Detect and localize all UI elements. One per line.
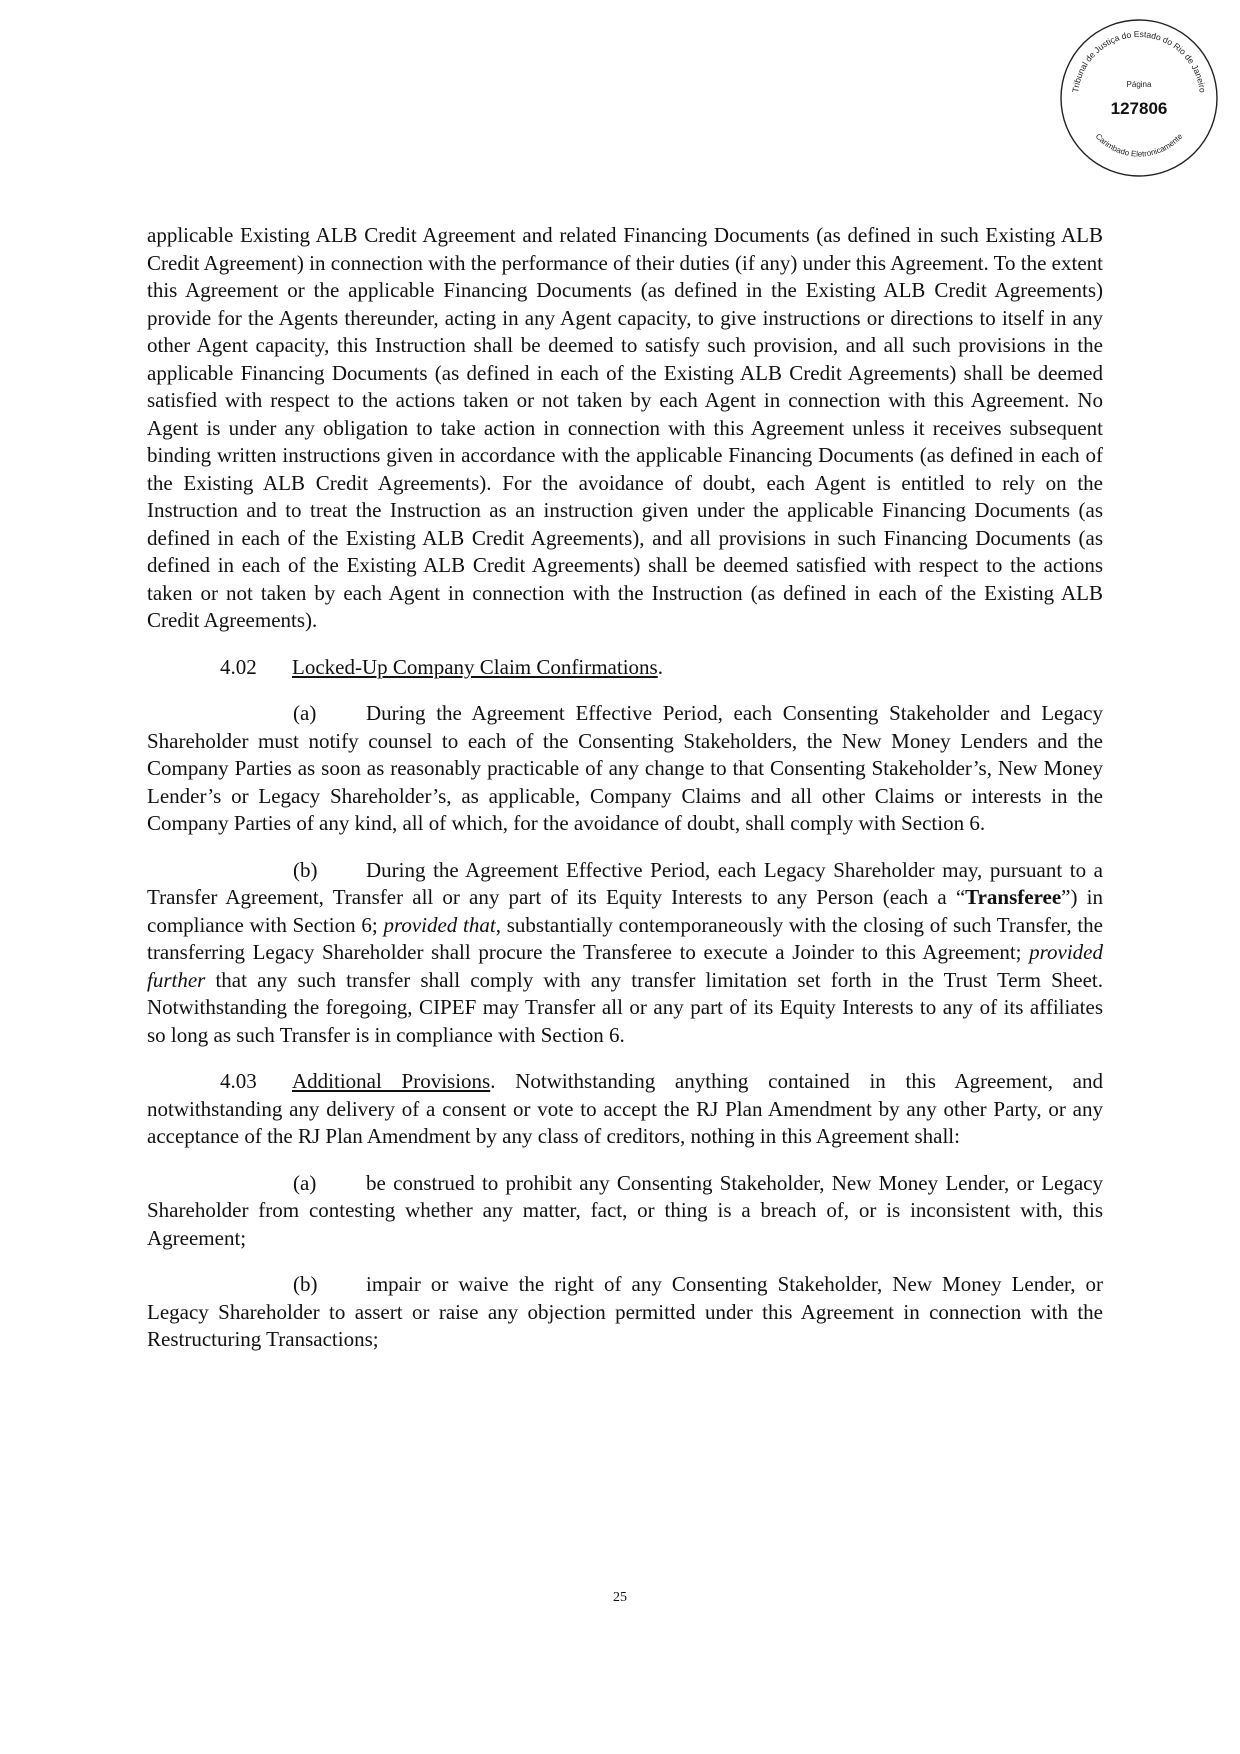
stamp-number: 127806 [1110,99,1168,118]
clause-number: (a) [293,701,317,725]
clause-number: (b) [293,1272,318,1296]
clause-4-03-b [147,1271,1103,1354]
section-text: . Notwithstanding anything contained in this Agreement, and notwithstanding any delivery of a consent or vote to accept the RJ Plan Amendment by any other Party, or any acceptance of the RJ Plan Amendment by any class of creditors, nothing in this Agreement shall: [147,1069,1103,1148]
clause-text: , substantially contemporaneously with the closing of such Transfer, the transferring Legacy Shareholder shall procure the Transferee to execute a Joinder to this Agreement; [147,912,1104,964]
section-4-02-heading [147,654,1103,682]
paragraph-continuation: applicable Existing ALB Credit Agreement and related Financing Documents (as defined in such Existing ALB Credit Agreement) in connection with the performance of their duties (if any) under this Agreement. To the extent this Agreement or the applicable Financing Documents (as defined in the Existing ALB Credit Agreements) provide for the Agents thereunder, acting in any Agent capacity, to give instructions or directions to itself in any other Agent capacity, this Instruction shall be deemed to satisfy such provision, and all such provisions in the applicable Financing Documents (as defined in each of the Existing ALB Credit Agreements) shall be deemed satisfied with respect to the actions taken or not taken by each Agent in connection with this Agreement. No Agent is under any obligation to take action in connection with this Agreement unless it receives subsequent binding written instructions given in accordance with the applicable Financing Documents (as defined in each of the Existing ALB Credit Agreements). For the avoidance of doubt, each Agent is entitled to rely on the Instruction and to treat the Instruction as an instruction given under the applicable Financing Documents (as defined in each of the Existing ALB Credit Agreements), and all provisions in such Financing Documents (as defined in each of the Existing ALB Credit Agreements) shall be deemed satisfied with respect to the actions taken or not taken by each Agent in connection with the Instruction (as defined in each of the Existing ALB Credit Agreements). [147,223,1103,632]
proviso-italic: provided further [147,940,1103,992]
clause-4-02-a [147,700,1103,838]
stamp-label: Página [1126,80,1152,89]
clause-number: (b) [293,857,318,882]
section-number: 4.02 [220,654,257,679]
clause-text: be construed to prohibit any Consenting Stakeholder, New Money Lender, or Legacy Shareholder from contesting whether any matter, fact, or thing is a breach of, or is inconsistent with, this Agreement; [147,1170,1103,1250]
clause-4-03-a [147,1170,1103,1253]
clause-number: (a) [293,1170,317,1195]
clause-text: During the Agreement Effective Period, each Legacy Shareholder may, pursuant to a Transfer Agreement, Transfer all or any part of its Equity Interests to any Person (each a “ [147,857,1103,909]
clause-text: ”) in compliance with Section 6; [147,885,1103,937]
section-title: Additional Provisions [292,1069,491,1093]
clause-text: impair or waive the right of any Consenting Stakeholder, New Money Lender, or Legacy Shareholder to assert or raise any objection permitted under this Agreement in connection with the Restructuring Transactions; [147,1272,1103,1351]
court-stamp [1058,17,1220,179]
defined-term: Transferee [965,885,1062,909]
document-body [147,222,1103,1373]
section-title: Locked-Up Company Claim Confirmations [292,654,658,679]
svg-text:Carimbado Eletronicamente [1094,131,1185,158]
section-title-period: . [657,654,663,679]
clause-text: that any such transfer shall comply with any transfer limitation set forth in the Trust Term Sheet. Notwithstanding the foregoing, CIPEF may Transfer all or any part of its Equity Interests to any of its affiliates so long as such Transfer is in compliance with Section 6. [147,967,1103,1047]
page-number: 25 [613,1590,627,1605]
stamp-bottom-arc: Carimbado Eletronicamente [1093,131,1185,159]
section-number: 4.03 [220,1069,257,1093]
clause-text: During the Agreement Effective Period, each Consenting Stakeholder and Legacy Shareholder must notify counsel to each of the Consenting Stakeholders, the New Money Lenders and the Company Parties as soon as reasonably practicable of any change to that Consenting Stakeholder’s, New Money Lender’s or Legacy Shareholder’s, as applicable, Company Claims and all other Claims or interests in the Company Parties of any kind, all of which, for the avoidance of doubt, shall comply with Section 6. [147,701,1103,835]
proviso-italic: provided that [383,912,496,937]
clause-4-02-b [147,857,1103,1050]
stamp-top-arc: Tribunal de Justiça do Estado do Rio de Janeiro [1070,28,1208,94]
section-4-03 [147,1068,1103,1151]
